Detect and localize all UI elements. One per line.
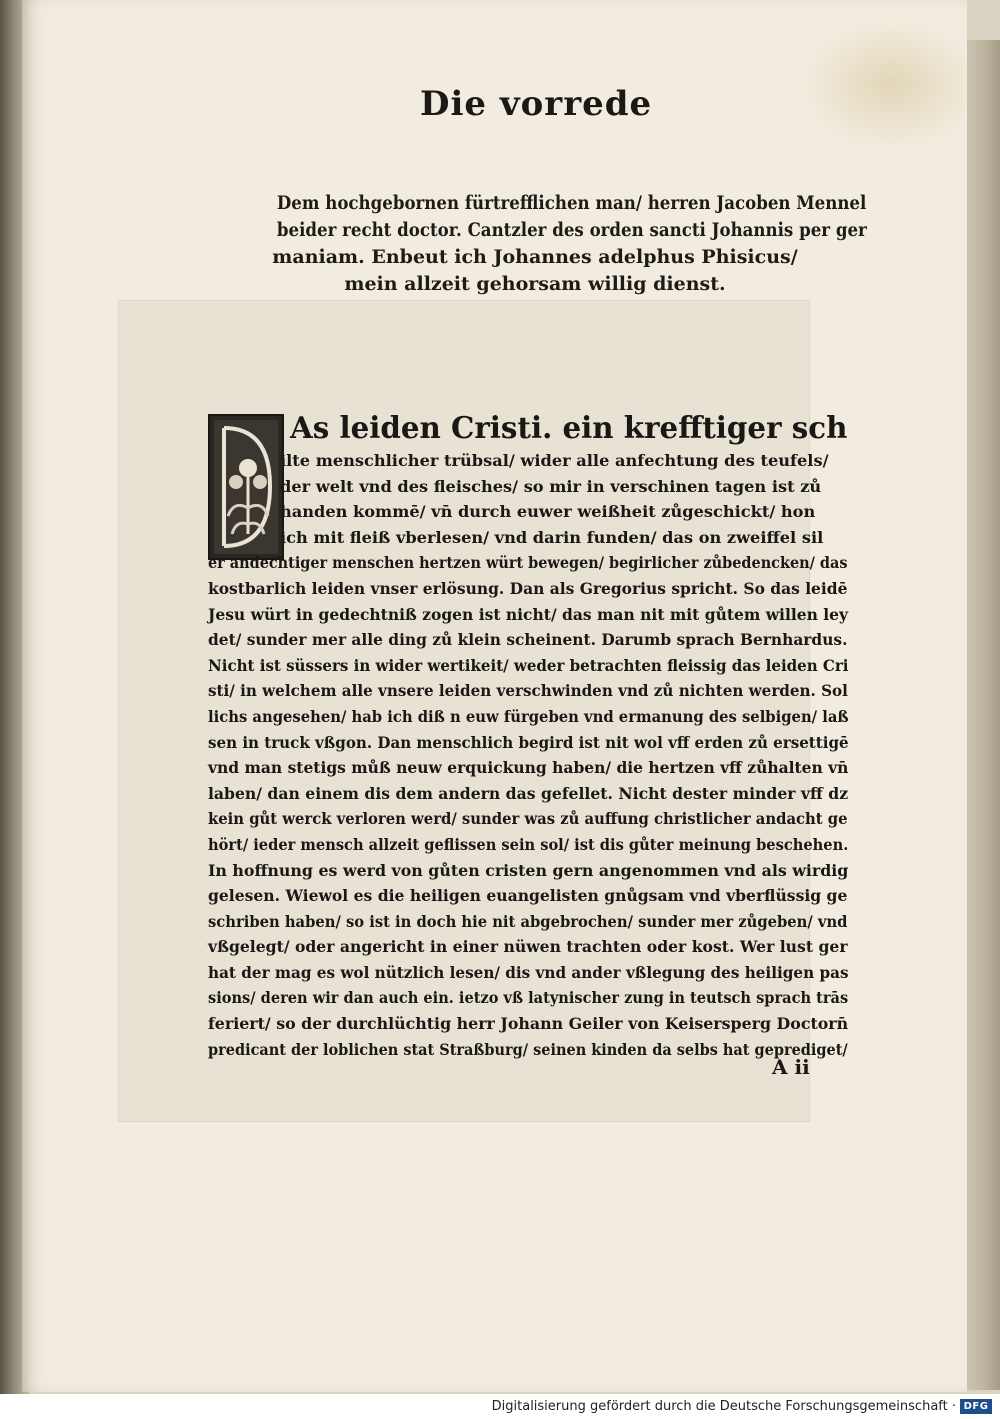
body-line: sions/ deren wir dan auch ein. ietzo vß latynischer zung in teutsch sprach trās [208,988,849,1008]
body-line: kein gůt werck verloren werd/ sunder was zů auffung christlicher andacht ge [208,809,848,829]
body-line: der welt vnd des fleisches/ so mir in verschinen tagen ist zů [280,476,822,496]
body-line: ilte menschlicher trübsal/ wider alle anfechtung des teufels/ [280,451,829,470]
body-line: schriben haben/ so ist in doch hie nit abgebrochen/ sunder mer zůgeben/ vnd [208,911,848,931]
dedication-line: beider recht doctor. Cantzler des orden sancti Johannis per ger [276,219,867,241]
funding-credit: Digitalisierung gefördert durch die Deutsche Forschungsgemeinschaft · [491,1399,956,1414]
body-line: sen in truck vßgon. Dan menschlich begird ist nit wol vff erden zů ersettigē [208,732,849,752]
body-line: As leiden Cristi. ein krefftiger sch [290,411,848,446]
dedication-line: mein allzeit gehorsam willig dienst. [344,273,726,295]
body-line: er andechtiger menschen hertzen würt bewegen/ begirlicher zůbedencken/ das [208,553,848,573]
dedication-line: maniam. Enbeut ich Johannes adelphus Phisicus/ [272,246,798,268]
body-line: laben/ dan einem dis dem andern das gefellet. Nicht dester minder vff dz [208,783,849,803]
body-line: Jesu würt in gedechtniß zogen ist nicht/ das man nit mit gůtem willen ley [208,604,849,624]
page-stain [802,20,982,150]
body-line: ich mit fleiß vberlesen/ vnd darin funden/ das on zweiffel sil [280,527,824,547]
body-line: hat der mag es wol nützlich lesen/ dis vnd ander vßlegung des heiligen pas [208,962,849,982]
dedication-block [240,190,867,298]
body-line: hört/ ieder mensch allzeit geflissen sein sol/ ist dis gůter meinung beschehen. [208,834,849,854]
body-text [208,410,848,1062]
body-line: predicant der loblichen stat Straßburg/ seinen kinden da selbs hat geprediget/ [208,1039,848,1059]
dfg-logo-icon: DFG [960,1399,992,1414]
signature-mark: A ii [772,1055,810,1079]
page-stack-edge [962,40,1000,1390]
body-line: feriert/ so der durchlüchtig herr Johann Geiler von Keisersperg Doctorn̄ [208,1014,849,1034]
dedication-line: Dem hochgebornen fürtrefflichen man/ herren Jacoben Mennel [276,192,867,214]
body-line: kostbarlich leiden vnser erlösung. Dan als Gregorius spricht. So das leidē [208,578,848,598]
body-line: det/ sunder mer alle ding zů klein scheinent. Darumb sprach Bernhardus. [208,630,848,650]
body-line: sti/ in welchem alle vnsere leiden verschwinden vnd zů nichten werden. Sol [208,681,848,701]
body-line: vßgelegt/ oder angericht in einer nüwen trachten oder kost. Wer lust ger [208,937,848,957]
body-line: In hoffnung es werd von gůten cristen gern angenommen vnd als wirdig [208,860,849,880]
body-line: Nicht ist süssers in wider wertikeit/ weder betrachten fleissig das leiden Cri [208,655,849,675]
body-line: vnd man stetigs můß neuw erquickung haben/ die hertzen vff zůhalten vn̄ [208,758,849,778]
running-head: Die vorrede [420,84,653,124]
body-line: lichs angesehen/ hab ich diß n euw fürgeben vnd ermanung des selbigen/ laß [208,706,849,726]
body-line: handen kommē/ vn̄ durch euwer weißheit zůgeschickt/ hon [280,502,816,522]
body-line: gelesen. Wiewol es die heiligen euangelisten gnůgsam vnd vberflüssig ge [208,886,848,906]
